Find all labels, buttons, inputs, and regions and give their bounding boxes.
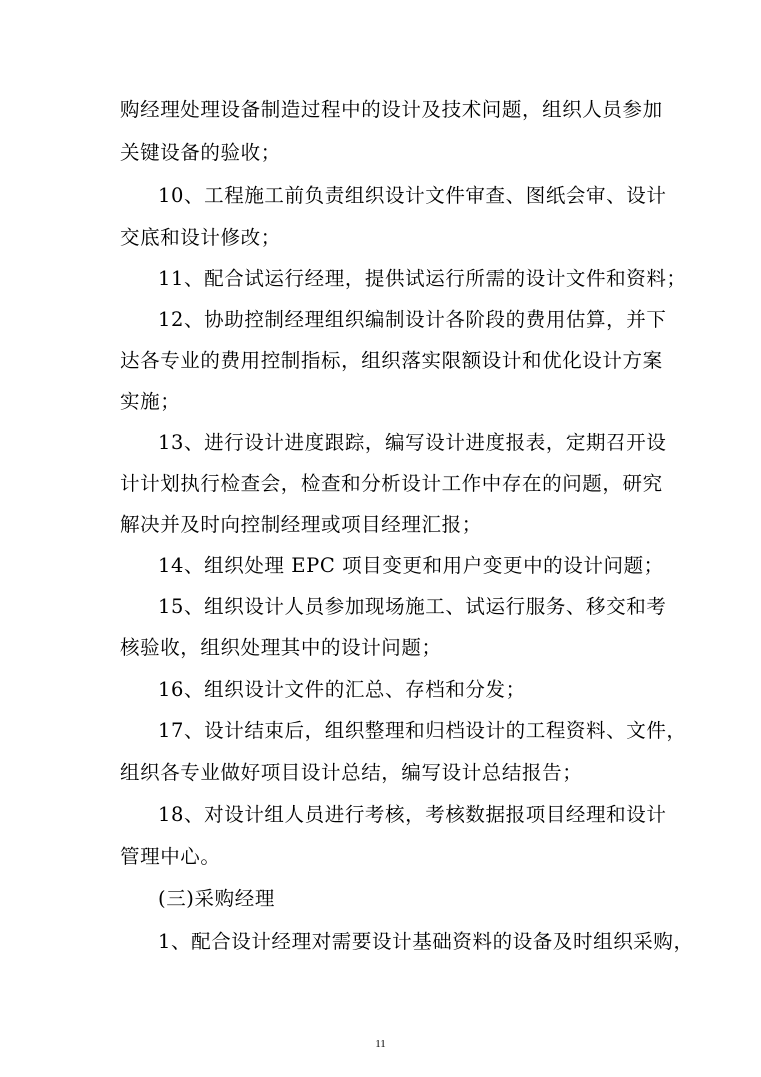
text-line: 达各专业的费用控制指标，组织落实限额设计和优化设计方案 [120, 349, 663, 372]
text-line: 组织各专业做好项目设计总结，编写设计总结报告； [120, 761, 583, 784]
text-line: 13、进行设计进度跟踪，编写设计进度报表，定期召开设 [158, 431, 667, 454]
page-number: 11 [375, 1038, 386, 1050]
text-line: 交底和设计修改； [120, 226, 281, 249]
text-line: 核验收，组织处理其中的设计问题； [120, 636, 442, 659]
text-line: 购经理处理设备制造过程中的设计及技术问题，组织人员参加 [120, 98, 663, 121]
text-line: 10、工程施工前负责组织设计文件审查、图纸会审、设计 [158, 184, 667, 207]
text-line: 16、组织设计文件的汇总、存档和分发； [158, 678, 526, 701]
text-line: 11、配合试运行经理，提供试运行所需的设计文件和资料； [158, 267, 687, 290]
text-line: 管理中心。 [120, 845, 221, 868]
text-line: 计计划执行检查会，检查和分析设计工作中存在的问题，研究 [120, 472, 663, 495]
section-heading: (三)采购经理 [158, 887, 275, 910]
text-line: 关键设备的验收； [120, 141, 281, 164]
text-line: 17、设计结束后，组织整理和归档设计的工程资料、文件， [158, 719, 687, 742]
text-line: 1、配合设计经理对需要设计基础资料的设备及时组织采购， [158, 930, 694, 953]
text-line: 解决并及时向控制经理或项目经理汇报； [120, 513, 482, 536]
text-line: 18、对设计组人员进行考核，考核数据报项目经理和设计 [158, 803, 667, 826]
text-line: 12、协助控制经理组织编制设计各阶段的费用估算，并下 [158, 308, 667, 331]
text-line: 实施； [120, 390, 181, 413]
text-line: 14、组织处理 EPC 项目变更和用户变更中的设计问题； [158, 554, 664, 577]
text-line: 15、组织设计人员参加现场施工、试运行服务、移交和考 [158, 595, 667, 618]
